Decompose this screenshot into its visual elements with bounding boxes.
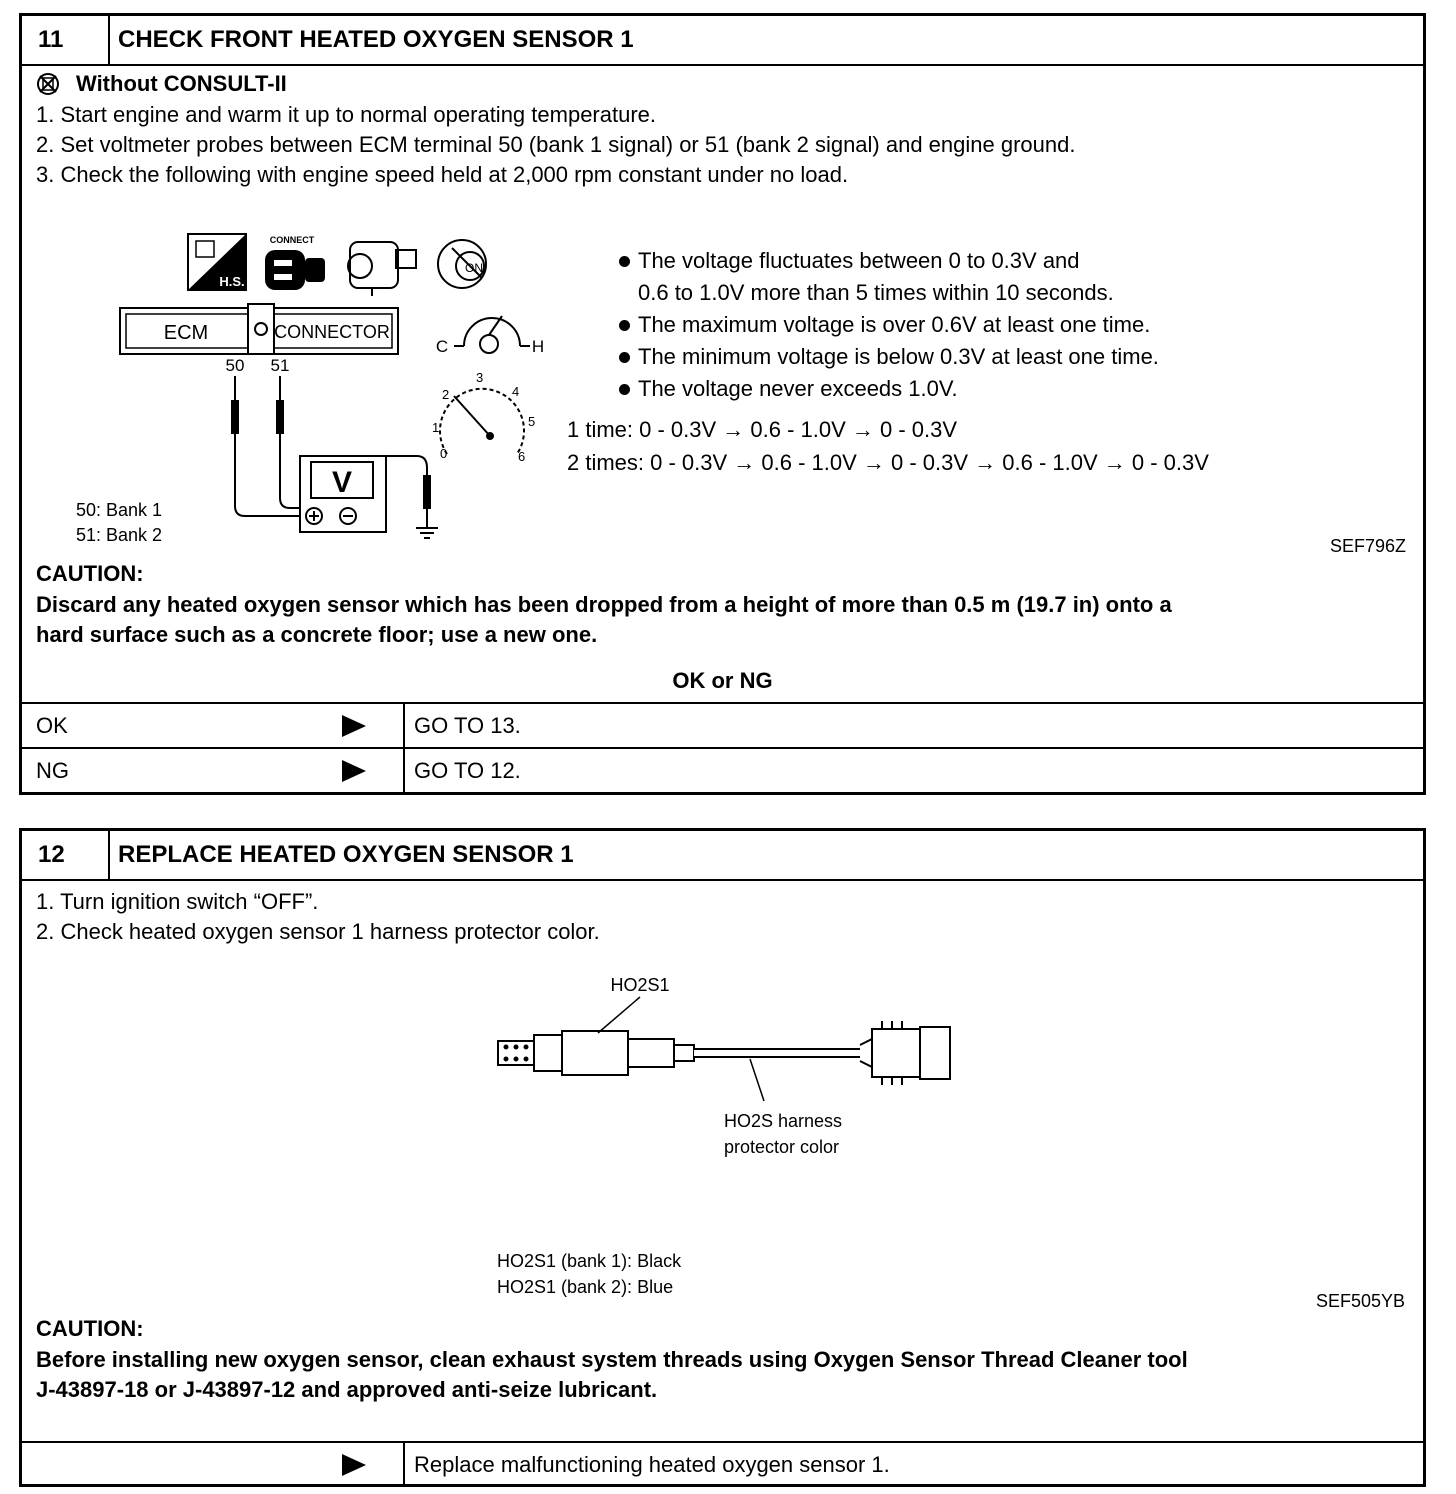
criteria-line: The minimum voltage is below 0.3V at least one time. — [638, 344, 1159, 369]
outcome-label: OK — [36, 713, 68, 738]
step-11-box — [19, 13, 1426, 795]
step-number: 12 — [22, 831, 110, 879]
ignition-on-icon — [438, 240, 486, 288]
bullet-icon — [619, 256, 630, 267]
criteria-line: The maximum voltage is over 0.6V at least one time. — [638, 312, 1151, 337]
arrow-right-icon — [342, 760, 366, 782]
terminal-50-label: 50 — [225, 356, 245, 375]
outcome-result: GO TO 13. — [414, 713, 521, 738]
tach-tick: 0 — [440, 446, 448, 461]
on-label: ON — [465, 261, 483, 275]
caution-title: CAUTION: — [36, 561, 144, 586]
color-note: HO2S1 (bank 2): Blue — [497, 1277, 674, 1297]
oxygen-sensor-icon — [498, 1021, 950, 1085]
step-number: 11 — [22, 16, 110, 64]
voltmeter-icon — [300, 456, 386, 532]
connect-label: CONNECT — [269, 235, 315, 245]
sequence-line: 2 times: 0 - 0.3V → 0.6 - 1.0V → 0 - 0.3V → 0.6 - 1.0V → 0 - 0.3V — [567, 450, 1209, 475]
caution-text: Discard any heated oxygen sensor which has been dropped from a height of more than 0.5 m (19.7 in) onto a — [36, 592, 1172, 617]
step-line: 1. Start engine and warm it up to normal operating temperature. — [36, 102, 657, 127]
hs-label: H.S. — [219, 274, 245, 289]
step-12-box — [19, 828, 1426, 1487]
temp-h-label: H — [531, 337, 545, 356]
step-title: REPLACE HEATED OXYGEN SENSOR 1 — [118, 841, 574, 868]
caution-title: CAUTION: — [36, 1316, 144, 1341]
oxygen-sensor-diagram — [22, 831, 1022, 1171]
criteria-line: The voltage never exceeds 1.0V. — [638, 376, 958, 401]
criteria-line: 0.6 to 1.0V more than 5 times within 10 seconds. — [638, 280, 1114, 305]
step-line: 2. Check heated oxygen sensor 1 harness protector color. — [36, 919, 600, 944]
connector-label: CONNECTOR — [274, 322, 390, 342]
caution-text: hard surface such as a concrete floor; use a new one. — [36, 622, 598, 647]
tach-tick: 1 — [432, 420, 440, 435]
ecm-label: ECM — [163, 322, 209, 344]
tach-tick: 2 — [442, 387, 450, 402]
voltmeter-diagram — [22, 16, 562, 576]
decision-title-row — [22, 658, 1423, 704]
decision-title: OK or NG — [672, 668, 773, 693]
tach-tick: 5 — [528, 414, 536, 429]
connect-icon — [265, 235, 325, 290]
terminal-51-label: 51 — [270, 356, 290, 375]
sequence-line: 1 time: 0 - 0.3V → 0.6 - 1.0V → 0 - 0.3V — [567, 417, 958, 442]
step-line: 3. Check the following with engine speed held at 2,000 rpm constant under no load. — [36, 162, 849, 187]
tach-tick: 3 — [476, 370, 484, 385]
criteria-line: The voltage fluctuates between 0 to 0.3V and — [638, 248, 1080, 273]
voltmeter-label: V — [331, 466, 353, 499]
step-title: CHECK FRONT HEATED OXYGEN SENSOR 1 — [118, 26, 634, 53]
color-note: HO2S1 (bank 1): Black — [497, 1251, 682, 1271]
step-line: 2. Set voltmeter probes between ECM terminal 50 (bank 1 signal) or 51 (bank 2 signal) and engine ground. — [36, 132, 1076, 157]
step-line: 1. Turn ignition switch “OFF”. — [36, 889, 319, 914]
result-row — [22, 1441, 1423, 1487]
bank-note: 50: Bank 1 — [76, 500, 163, 520]
temperature-gauge-icon — [436, 316, 544, 356]
tachometer-icon — [432, 370, 535, 464]
mode-label: Without CONSULT-II — [76, 71, 287, 96]
harness-label: protector color — [724, 1137, 840, 1157]
bullet-icon — [619, 320, 630, 331]
bullet-icon — [619, 352, 630, 363]
outcome-row-ng — [22, 747, 1423, 793]
bank-note: 51: Bank 2 — [76, 525, 163, 545]
arrow-right-icon — [342, 1454, 366, 1476]
arrow-right-icon — [342, 715, 366, 737]
caution-text: Before installing new oxygen sensor, clean exhaust system threads using Oxygen Sensor Thread Cleaner tool — [36, 1347, 1188, 1372]
tach-tick: 4 — [512, 384, 520, 399]
caution-text: J-43897-18 or J-43897-12 and approved anti-seize lubricant. — [36, 1377, 658, 1402]
harness-label: HO2S harness — [724, 1111, 843, 1131]
figure-code: SEF796Z — [1330, 536, 1407, 556]
outcome-label: NG — [36, 758, 69, 783]
sensor-label: HO2S1 — [610, 975, 670, 995]
outcome-result: GO TO 12. — [414, 758, 521, 783]
figure-code: SEF505YB — [1316, 1291, 1406, 1311]
engine-icon — [348, 242, 416, 296]
hs-icon — [188, 234, 246, 290]
tach-tick: 6 — [518, 449, 526, 464]
bullet-icon — [619, 384, 630, 395]
result-text: Replace malfunctioning heated oxygen sensor 1. — [414, 1452, 890, 1477]
temp-c-label: C — [435, 337, 449, 356]
outcome-row-ok — [22, 702, 1423, 748]
